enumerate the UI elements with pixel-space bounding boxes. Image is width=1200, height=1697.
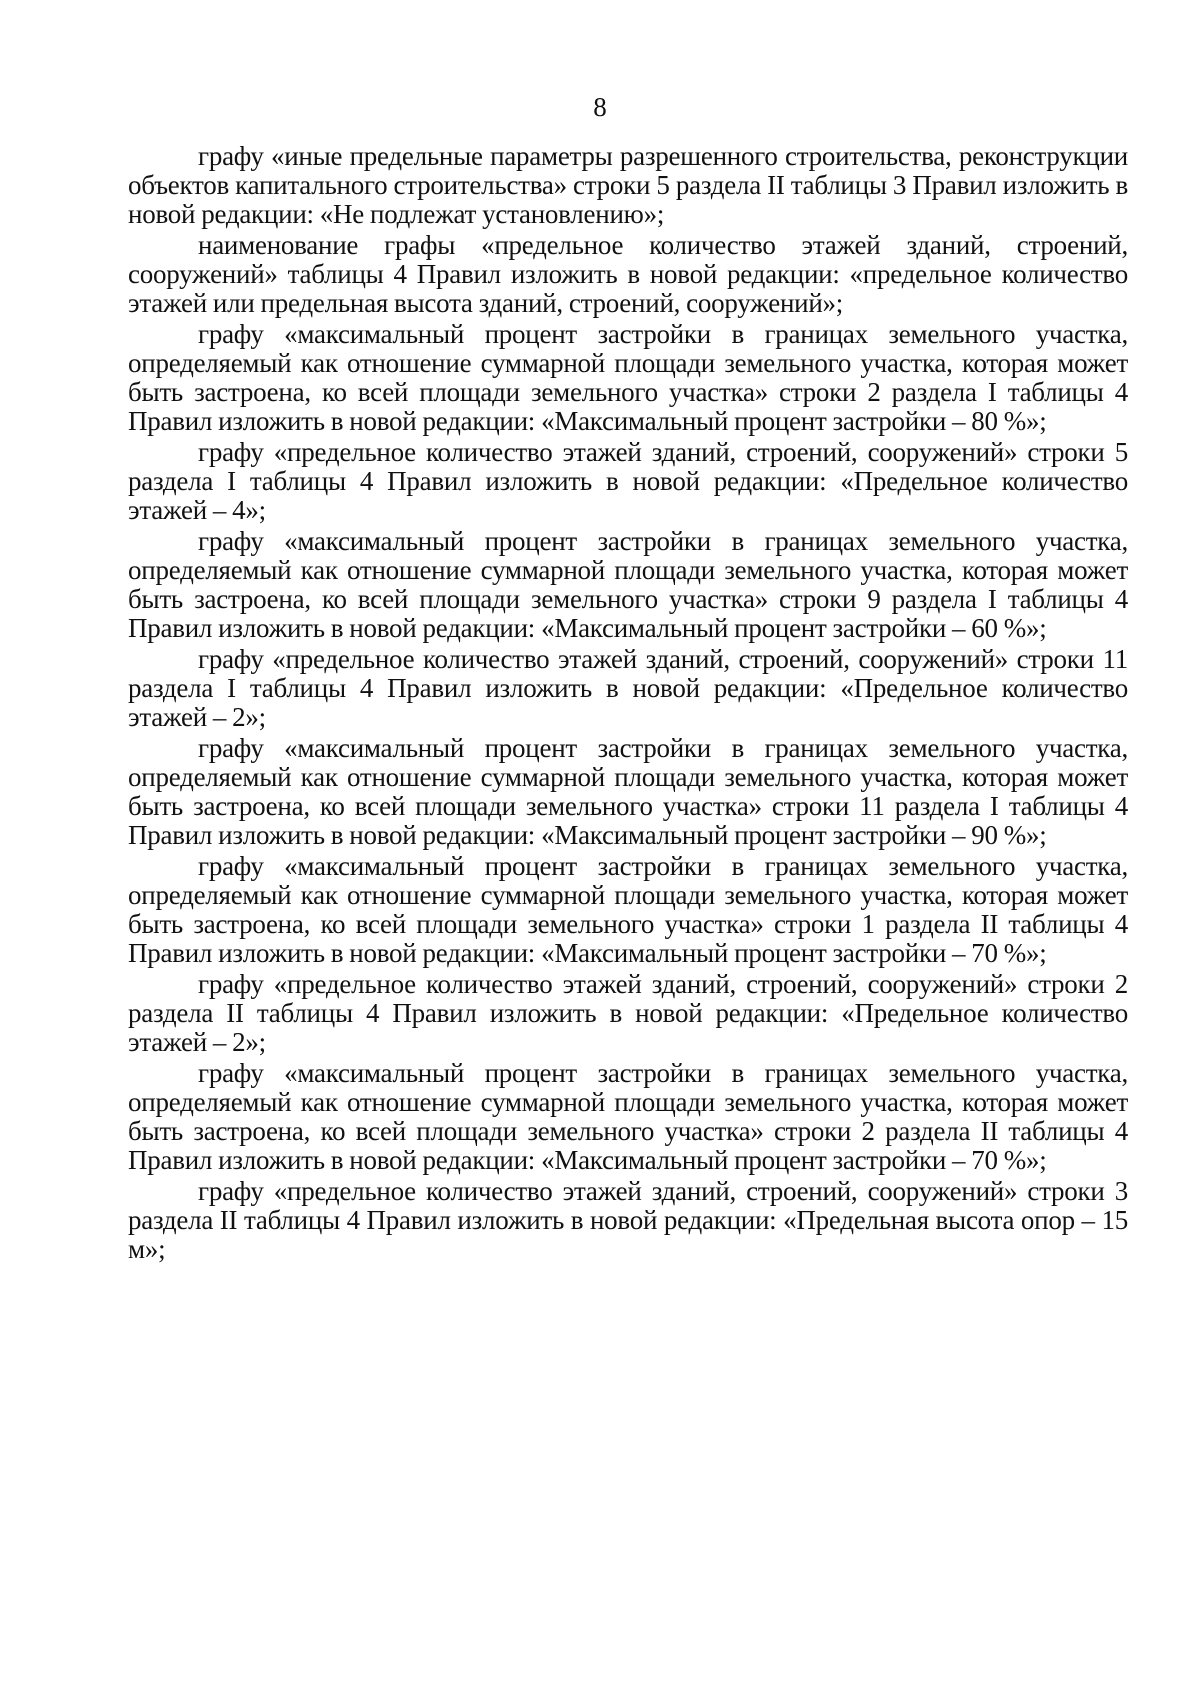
document-body xyxy=(128,142,1128,1266)
paragraph: наименование графы «предельное количество этажей зданий, строений, сооружений» таблицы 4 Правил изложить в новой редакции: «предельное количество этажей или предельная высота зданий, строений, сооружений»; xyxy=(128,230,1128,318)
paragraph: графу «максимальный процент застройки в границах земельного участка, определяемый как отношение суммарной площади земельного участка, которая может быть застроена, ко всей площади земельного участка» строки 1 раздела II таблицы 4 Правил изложить в новой редакции: «Максимальный процент застройки – 70 %»; xyxy=(128,851,1128,968)
paragraph: графу «предельное количество этажей зданий, строений, сооружений» строки 11 раздела I таблицы 4 Правил изложить в новой редакции: «Предельное количество этажей – 2»; xyxy=(128,644,1128,732)
paragraph: графу «предельное количество этажей зданий, строений, сооружений» строки 3 раздела II таблицы 4 Правил изложить в новой редакции: «Предельная высота опор – 15 м»; xyxy=(128,1176,1128,1264)
paragraph: графу «максимальный процент застройки в границах земельного участка, определяемый как отношение суммарной площади земельного участка, которая может быть застроена, ко всей площади земельного участка» строки 11 раздела I таблицы 4 Правил изложить в новой редакции: «Максимальный процент застройки – 90 %»; xyxy=(128,733,1128,850)
paragraph: графу «максимальный процент застройки в границах земельного участка, определяемый как отношение суммарной площади земельного участка, которая может быть застроена, ко всей площади земельного участка» строки 2 раздела II таблицы 4 Правил изложить в новой редакции: «Максимальный процент застройки – 70 %»; xyxy=(128,1058,1128,1175)
paragraph: графу «предельное количество этажей зданий, строений, сооружений» строки 5 раздела I таблицы 4 Правил изложить в новой редакции: «Предельное количество этажей – 4»; xyxy=(128,437,1128,525)
paragraph: графу «максимальный процент застройки в границах земельного участка, определяемый как отношение суммарной площади земельного участка, которая может быть застроена, ко всей площади земельного участка» строки 2 раздела I таблицы 4 Правил изложить в новой редакции: «Максимальный процент застройки – 80 %»; xyxy=(128,319,1128,436)
page-number: 8 xyxy=(593,92,607,122)
paragraph: графу «максимальный процент застройки в границах земельного участка, определяемый как отношение суммарной площади земельного участка, которая может быть застроена, ко всей площади земельного участка» строки 9 раздела I таблицы 4 Правил изложить в новой редакции: «Максимальный процент застройки – 60 %»; xyxy=(128,526,1128,643)
paragraph: графу «предельное количество этажей зданий, строений, сооружений» строки 2 раздела II таблицы 4 Правил изложить в новой редакции: «Предельное количество этажей – 2»; xyxy=(128,969,1128,1057)
paragraph: графу «иные предельные параметры разрешенного строительства, реконструкции объектов капитального строительства» строки 5 раздела II таблицы 3 Правил изложить в новой редакции: «Не подлежат установлению»; xyxy=(128,141,1128,229)
